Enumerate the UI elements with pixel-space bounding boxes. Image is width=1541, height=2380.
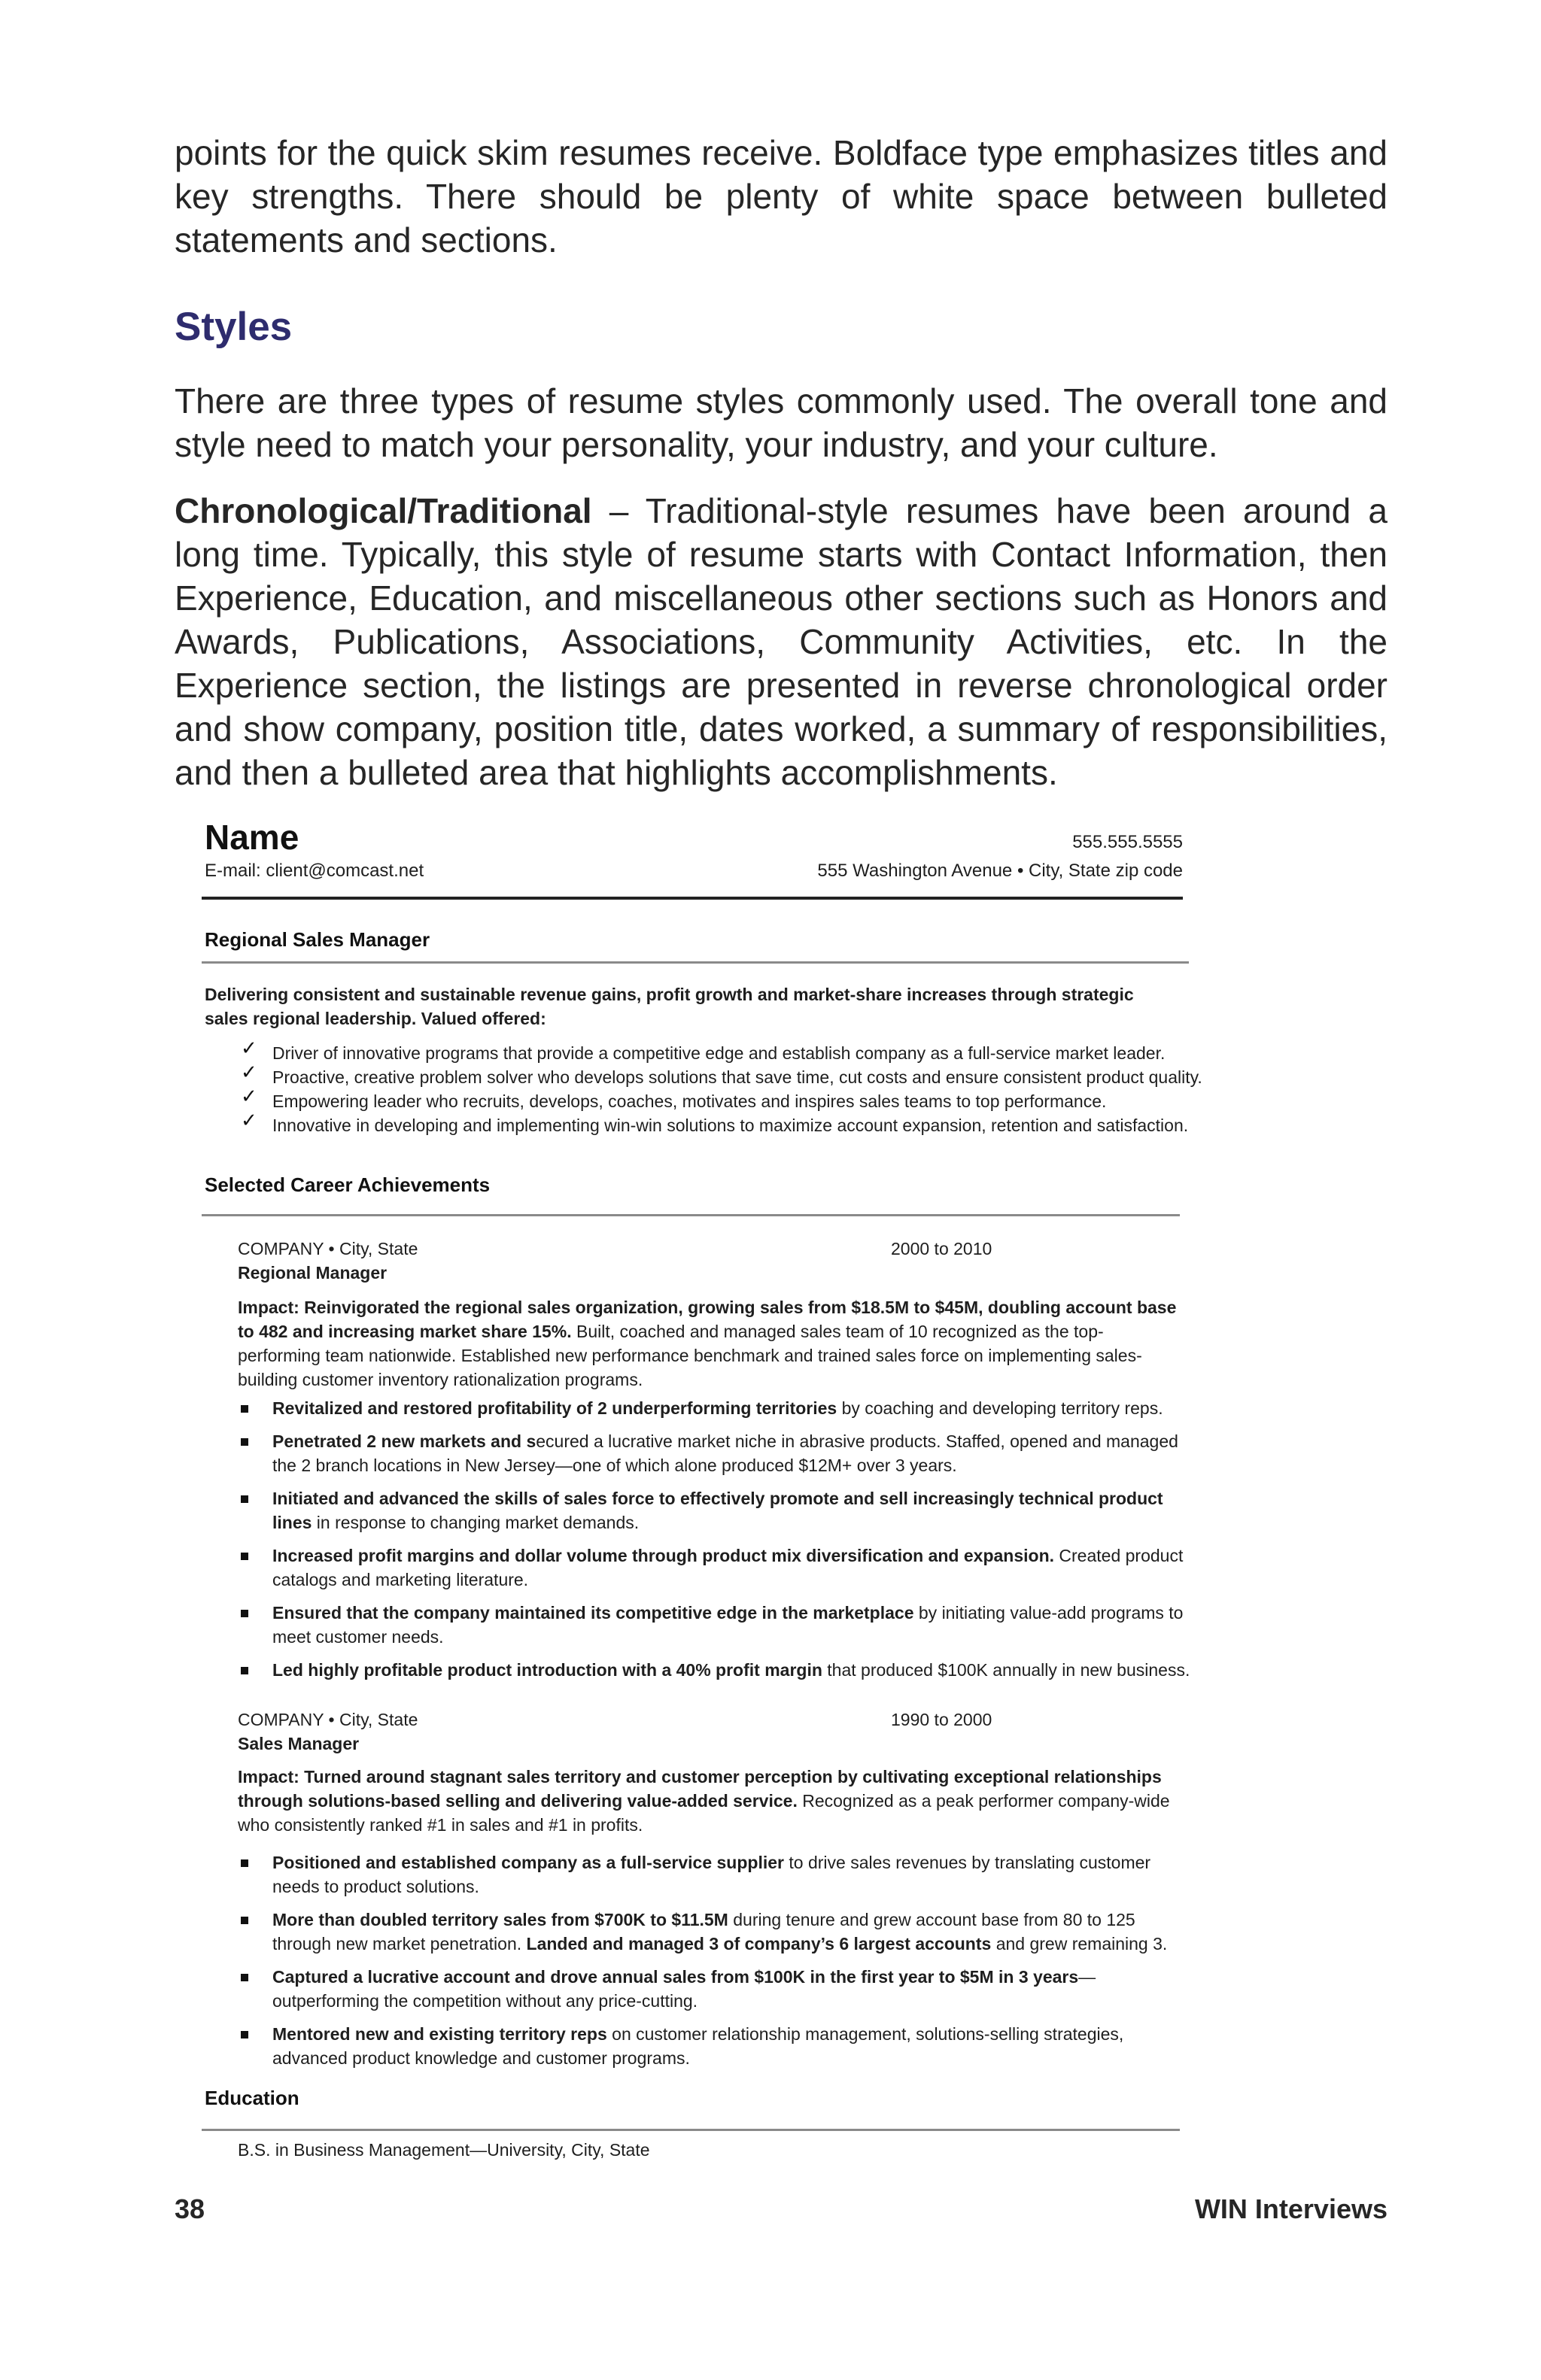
education-heading: Education [205, 2087, 299, 2109]
bullet-icon [241, 1553, 248, 1560]
job1-impact-bold: Impact: Reinvigorated the regional sales organization, growing sales from $18.5M to $45M, doubling account base to 482 and increasing market share 15%. [238, 1298, 1177, 1341]
job2-impact [238, 1765, 1181, 1837]
bullet-rest: ecured a lucrative market niche in abrasive products. Staffed, opened and managed the 2 branch locations in New Jersey—one of which alone produced $12M+ over 3 years. [272, 1431, 1178, 1475]
bullet-rest: during tenure and grew account base from 80 to 125 through new market penetration. [272, 1910, 1135, 1953]
resume-address: 555 Washington Avenue • City, State zip code [817, 861, 1183, 881]
job2-bullet [272, 2022, 1190, 2070]
chronological-term: Chronological/Traditional [175, 491, 592, 530]
job1-bullet [272, 1658, 1190, 1682]
job1-bullet [272, 1486, 1190, 1535]
bullet-bold: Landed and managed 3 of company’s 6 largest accounts [526, 1934, 992, 1953]
bullet-icon [241, 1859, 248, 1867]
bullet-icon [241, 1974, 248, 1981]
bullet-bold: Captured a lucrative account and drove annual sales from $100K in the first year to $5M in 3 years [272, 1967, 1079, 1987]
job2-dates: 1990 to 2000 [891, 1710, 992, 1729]
bullet-bold: Led highly profitable product introduction with a 40% profit margin [272, 1660, 822, 1680]
bullet-icon [241, 1438, 248, 1446]
job1-bullet [272, 1601, 1190, 1649]
bullet-rest: to drive sales revenues by translating customer needs to product solutions. [272, 1853, 1151, 1896]
page-number: 38 [175, 2193, 205, 2224]
offered-item: Empowering leader who recruits, develops, coaches, motivates and inspires sales teams to top performance. [272, 1091, 1107, 1111]
header-rule [202, 897, 1183, 900]
job1-position: Regional Manager [238, 1263, 388, 1283]
job1-bullet [272, 1429, 1190, 1477]
bullet-icon [241, 2031, 248, 2038]
styles-paragraph: There are three types of resume styles commonly used. The overall tone and style need to match your personality, your industry, and your culture. [175, 381, 1388, 464]
bullet-rest: in response to changing market demands. [312, 1513, 640, 1532]
bullet-icon [241, 1495, 248, 1503]
bullet-bold: Positioned and established company as a full-service supplier [272, 1853, 784, 1872]
job1-dates: 2000 to 2010 [891, 1239, 992, 1258]
bullet-bold: Mentored new and existing territory reps [272, 2024, 607, 2044]
offered-item: Innovative in developing and implementing win-win solutions to maximize account expansion, retention and satisfaction. [272, 1116, 1189, 1135]
bullet-icon [241, 1610, 248, 1617]
check-icon: ✓ [241, 1037, 257, 1059]
bullet-rest: on customer relationship management, solutions-selling strategies, advanced product knowledge and customer programs. [272, 2024, 1124, 2068]
bullet-icon [241, 1917, 248, 1924]
job1-company: COMPANY • City, State [238, 1239, 418, 1258]
chronological-paragraph [175, 489, 1388, 794]
job2-position: Sales Manager [238, 1734, 360, 1753]
bullet-icon [241, 1405, 248, 1413]
bullet-rest: Created product catalogs and marketing literature. [272, 1546, 1184, 1589]
job1-bullet [272, 1396, 1190, 1420]
bullet-rest: —outperforming the competition without any price-cutting. [272, 1967, 1096, 2011]
job2-bullet [272, 1908, 1190, 1956]
education-rule [202, 2129, 1180, 2131]
bullet-icon [241, 1667, 248, 1674]
job2-company: COMPANY • City, State [238, 1710, 418, 1729]
title-rule [202, 961, 1189, 964]
job2-bullet [272, 1965, 1190, 2013]
job1-impact-rest: Built, coached and managed sales team of 10 recognized as the top-performing team nationwide. Established new performance benchmark and trained sales force on implementing sales-building customer inventory rationalization programs. [238, 1322, 1142, 1389]
bullet-bold: Increased profit margins and dollar volume through product mix diversification and expansion. [272, 1546, 1055, 1565]
check-icon: ✓ [241, 1061, 257, 1083]
achievements-rule [202, 1214, 1180, 1216]
resume-phone: 555.555.5555 [1072, 832, 1183, 852]
bullet-rest: by coaching and developing territory reps. [837, 1398, 1163, 1418]
chronological-text: – Traditional-style resumes have been around a long time. Typically, this style of resume starts with Contact Information, then Experience, Education, and miscellaneous other sections such as Honors and Awards, Publications, Associations, Community Activities, etc. In the Experience section, the listings are presented in reverse chronological order and show company, position title, dates worked, a summary of responsibilities, and then a bulleted area that highlights accomplishments. [175, 491, 1388, 792]
resume-email: E-mail: client@comcast.net [205, 861, 424, 881]
resume-summary: Delivering consistent and sustainable revenue gains, profit growth and market-share increases through strategic sales regional leadership. Valued offered: [205, 985, 1134, 1028]
achievements-heading: Selected Career Achievements [205, 1173, 491, 1196]
offered-item: Driver of innovative programs that provide a competitive edge and establish company as a full-service market leader. [272, 1043, 1166, 1063]
job1-bullet [272, 1544, 1190, 1592]
bullet-rest: and grew remaining 3. [991, 1934, 1168, 1953]
book-title: WIN Interviews [1194, 2193, 1388, 2224]
check-icon: ✓ [241, 1109, 257, 1131]
bullet-bold: Revitalized and restored profitability of 2 underperforming territories [272, 1398, 837, 1418]
bullet-bold: Initiated and advanced the skills of sales force to effectively promote and sell increasingly technical product lines [272, 1489, 1163, 1532]
bullet-rest: that produced $100K annually in new business. [822, 1660, 1190, 1680]
job2-bullet [272, 1850, 1190, 1899]
resume-title: Regional Sales Manager [205, 928, 430, 951]
bullet-bold: Ensured that the company maintained its competitive edge in the marketplace [272, 1603, 914, 1623]
check-icon: ✓ [241, 1085, 257, 1107]
bullet-bold: Penetrated 2 new markets and s [272, 1431, 536, 1451]
education-entry: B.S. in Business Management—University, City, State [238, 2140, 650, 2160]
offered-item: Proactive, creative problem solver who develops solutions that save time, cut costs and ensure consistent product quality. [272, 1067, 1202, 1087]
job2-impact-bold: Impact: Turned around stagnant sales territory and customer perception by cultivating exceptional relationships through solutions-based selling and delivering value-added service. [238, 1767, 1162, 1811]
intro-paragraph: points for the quick skim resumes receive. Boldface type emphasizes titles and key strengths. There should be plenty of white space between bulleted statements and sections. [175, 133, 1388, 260]
job2-impact-rest: Recognized as a peak performer company-wide who consistently ranked #1 in sales and #1 in profits. [238, 1791, 1170, 1835]
styles-heading: Styles [175, 305, 293, 349]
bullet-bold: More than doubled territory sales from $700K to $11.5M [272, 1910, 728, 1929]
bullet-rest: by initiating value-add programs to meet customer needs. [272, 1603, 1184, 1647]
resume-name: Name [205, 818, 299, 857]
job1-impact [238, 1295, 1181, 1392]
